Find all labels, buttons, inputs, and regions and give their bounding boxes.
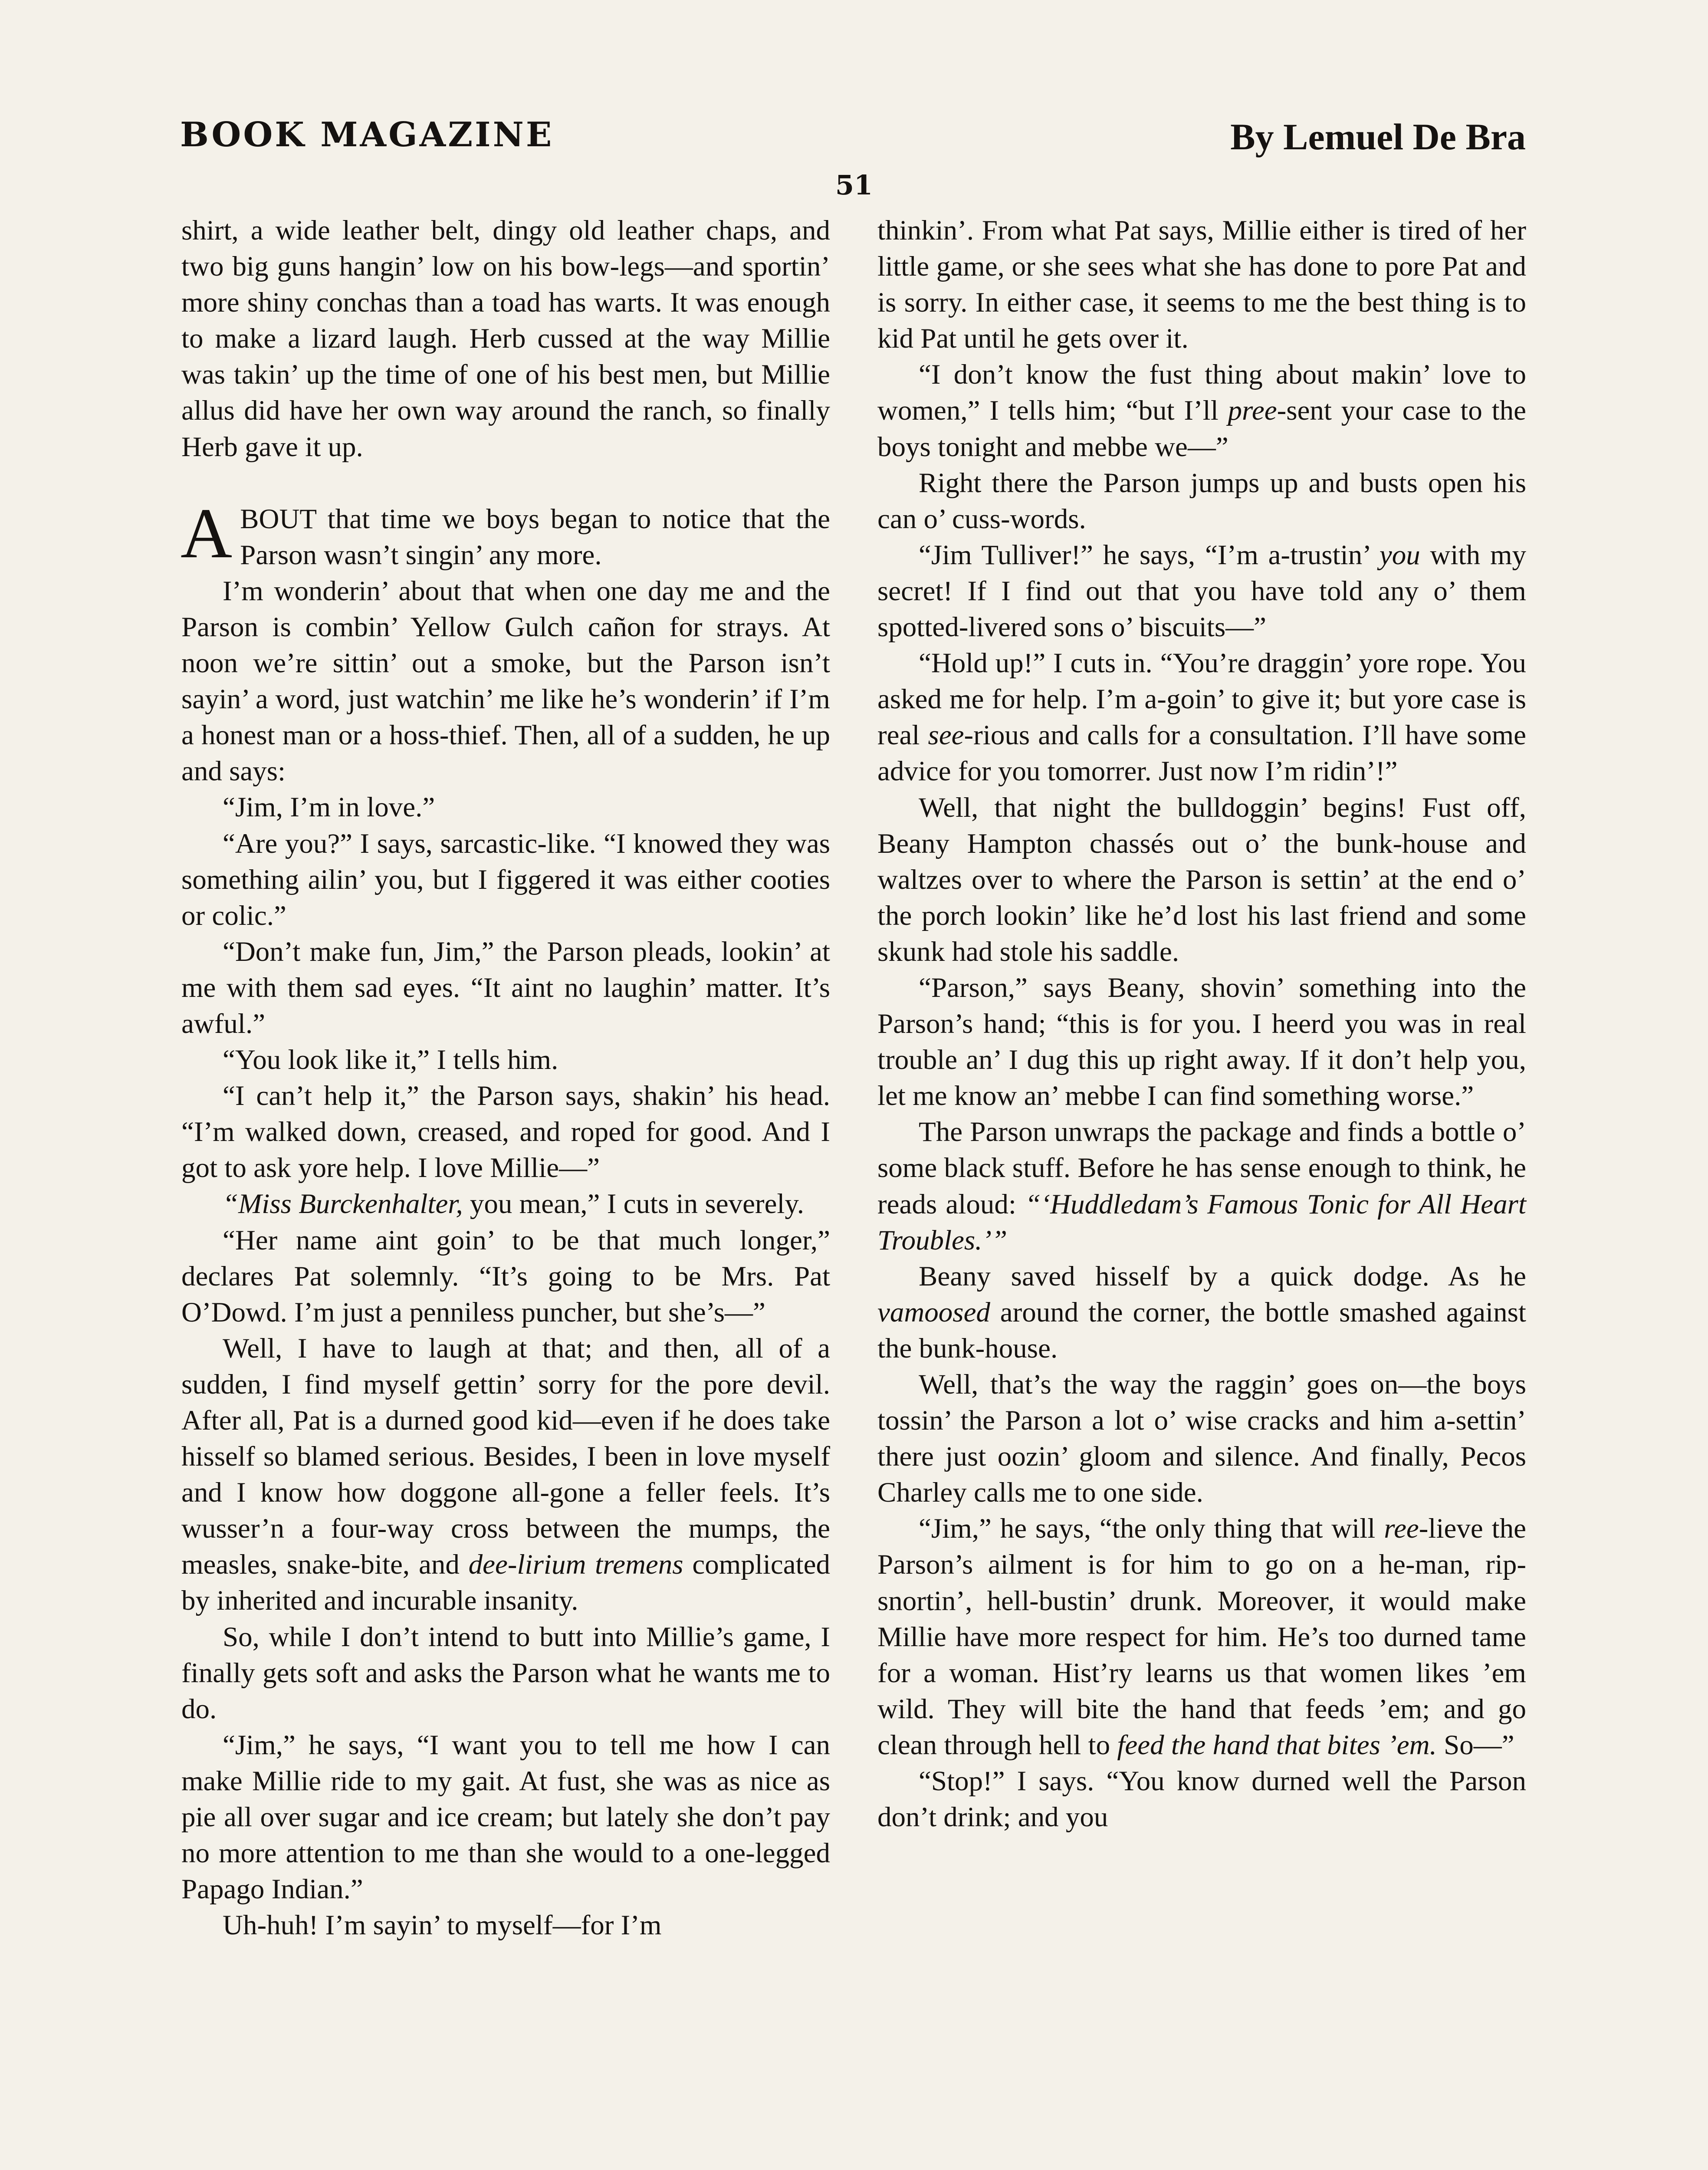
paragraph: I’m wonderin’ about that when one day me and the Parson is combin’ Yellow Gulch cañon for strays. At noon we’re sittin’ out a smoke, but the Parson isn’t sayin’ a word, just watchin’ me like he’s wonderin’ if I’m a honest man or a hoss-thief. Then, all of a sudden, he up and says:	[181, 575, 830, 787]
paragraph: Well, that night the bulldoggin’ begins! Fust off, Beany Hampton chassés out o’ the bunk-house and waltzes over to where the Parson is settin’ at the end o’ the porch lookin’ like he’d lost his last friend and some skunk had stole his saddle.	[877, 792, 1526, 967]
paragraph-text: -lieve the Parson’s ailment is for him to go on a he-man, rip-snortin’, hell-bustin’ drunk. Moreover, it would make Millie have more respect for him. He’s too durned tame for a woman. Hist’ry learns us that women likes ’em wild. They will bite the hand that feeds ’em; and go clean through hell to	[877, 1513, 1526, 1761]
paragraph-text: “I don’t know the fust thing about makin’ love to women,” I tells him; “but I’ll	[877, 359, 1526, 427]
paragraph: “Her name aint goin’ to be that much longer,” declares Pat solemnly. “It’s going to be Mrs. Pat O’Dowd. I’m just a penniless puncher, but she’s—”	[181, 1224, 830, 1328]
paragraph: “Parson,” says Beany, shovin’ something into the Parson’s hand; “this is for you. I heerd you was in real trouble an’ I dug this up right away. If it don’t help you, let me know an’ mebbe I can find something worse.”	[877, 972, 1526, 1112]
paragraph: Well, that’s the way the raggin’ goes on—the boys tossin’ the Parson a lot o’ wise cracks and him a-settin’ there just oozin’ gloom and silence. And finally, Pecos Charley calls me to one side.	[877, 1369, 1526, 1509]
paragraph-text: Beany saved hisself by a quick dodge. As he	[919, 1260, 1526, 1292]
paragraph: Right there the Parson jumps up and busts open his can o’ cuss-words.	[877, 467, 1526, 535]
paragraph: “Jim, I’m in love.”	[223, 792, 435, 823]
paragraph: “Jim,” he says, “I want you to tell me how I can make Millie ride to my gait. At fust, she was as nice as pie all over sugar and ice cream; but lately she don’t pay no more attention to me than she would to a one-legged Papago Indian.”	[181, 1729, 830, 1905]
paragraph-text: with my secret! If I find out that you have told any o’ them spotted-livered sons o’ biscuits—”	[877, 539, 1527, 643]
drop-cap: A	[181, 493, 233, 573]
running-header-author: By Lemuel De Bra	[1230, 116, 1526, 158]
paragraph-text: -sent your case to the boys tonight and mebbe we—”	[877, 395, 1527, 463]
italic-text: dee-lirium tremens	[468, 1549, 683, 1581]
paragraph: “I can’t help it,” the Parson says, shakin’ his head. “I’m walked down, creased, and roped for good. And I got to ask yore help. I love Millie—”	[181, 1080, 830, 1184]
text-column-left	[181, 213, 830, 1943]
paragraph-text: “Jim Tulliver!” he says, “I’m a-trustin’	[919, 539, 1380, 571]
running-header-title: BOOK MAGAZINE	[180, 115, 554, 155]
paragraph: “Stop!” I says. “You know durned well the Parson don’t drink; and you	[877, 1766, 1526, 1833]
paragraph-text: The Parson unwraps the package and finds a bottle o’ some black stuff. Before he has sense enough to think, he reads aloud:	[877, 1116, 1526, 1220]
italic-text: “Miss Burckenhalter,	[223, 1188, 463, 1220]
italic-text: see	[928, 720, 964, 751]
italic-text: pree	[1228, 395, 1277, 427]
paragraph-text: complicated by inherited and incurable insanity.	[181, 1549, 831, 1617]
paragraph: So, while I don’t intend to butt into Millie’s game, I finally gets soft and asks the Parson what he wants me to do.	[181, 1621, 830, 1725]
paragraph-text: “Jim,” he says, “the only thing that will	[919, 1513, 1384, 1545]
paragraph-text: around the corner, the bottle smashed against the bunk-house.	[877, 1296, 1526, 1364]
paragraph-text: BOUT that time we boys began to notice that the Parson wasn’t singin’ any more.	[240, 503, 830, 571]
paragraph: “Are you?” I says, sarcastic-like. “I knowed they was something ailin’ you, but I figgered it was either cooties or colic.”	[181, 828, 830, 931]
paragraph-text: So—”	[1436, 1729, 1514, 1761]
italic-text: you	[1379, 539, 1420, 571]
paragraph: shirt, a wide leather belt, dingy old leather chaps, and two big guns hangin’ low on his bow-legs—and sportin’ more shiny conchas than a toad has warts. It was enough to make a lizard laugh. Herb cussed at the way Millie was takin’ up the time of one of his best men, but Millie allus did have her own way around the ranch, so finally Herb gave it up.	[181, 215, 830, 463]
italic-text: vamoosed	[877, 1296, 990, 1328]
text-column-right	[877, 213, 1526, 1835]
paragraph	[877, 357, 1526, 465]
paragraph-text: -rious and calls for a consultation. I’ll have some advice for you tomorrer. Just now I’m ridin’!”	[877, 720, 1527, 787]
italic-text: “‘Huddledam’s Famous Tonic for All Heart Troubles.’”	[877, 1188, 1526, 1256]
paragraph-dropcap	[181, 493, 830, 573]
paragraph: “You look like it,” I tells him.	[223, 1044, 558, 1076]
paragraph	[877, 537, 1526, 645]
paragraph-text: Well, I have to laugh at that; and then, all of a sudden, I find myself gettin’ sorry for the pore devil. After all, Pat is a durned good kid—even if he does take hisself so blamed serious. Besides, I been in love myself and I know how doggone all-gone a feller feels. It’s wusser’n a four-way cross between the mumps, the measles, snake-bite, and	[181, 1332, 830, 1581]
paragraph: Uh-huh! I’m sayin’ to myself—for I’m	[223, 1910, 662, 1941]
paragraph	[877, 645, 1526, 789]
italic-text: feed the hand that bites ’em.	[1117, 1729, 1437, 1761]
paragraph	[877, 1114, 1526, 1258]
paragraph: thinkin’. From what Pat says, Millie either is tired of her little game, or she sees what she has done to pore Pat and is sorry. In either case, it seems to me the best thing is to kid Pat until he gets over it.	[877, 215, 1526, 355]
paragraph: “Don’t make fun, Jim,” the Parson pleads, lookin’ at me with them sad eyes. “It aint no laughin’ matter. It’s awful.”	[181, 936, 830, 1039]
paragraph	[181, 1331, 830, 1619]
page-number: 51	[835, 169, 873, 201]
paragraph-text: “Hold up!” I cuts in. “You’re draggin’ yore rope. You asked me for help. I’m a-goin’ to give it; but yore case is real	[877, 648, 1526, 751]
paragraph	[877, 1511, 1526, 1763]
paragraph	[877, 1259, 1526, 1367]
italic-text: ree	[1384, 1513, 1419, 1545]
paragraph-text: you mean,” I cuts in severely.	[463, 1188, 805, 1220]
paragraph	[181, 1186, 830, 1222]
